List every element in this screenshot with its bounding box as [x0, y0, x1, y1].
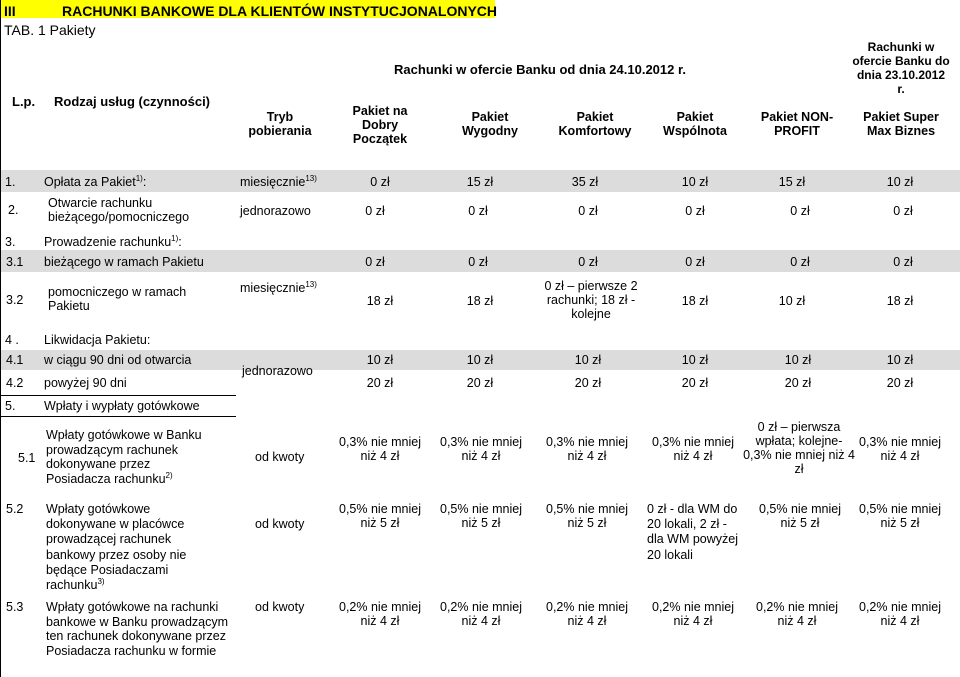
- row-5-number: 5.: [5, 399, 16, 413]
- col-group-title: Rachunki w ofercie Banku od dnia 24.10.2012 r.: [394, 62, 686, 77]
- col-service: Rodzaj usług (czynności): [54, 94, 211, 109]
- row-5-1-value: 0,3% nie mniej niż 4 zł: [652, 435, 734, 463]
- row-5-3-value: 0,2% nie mniej niż 4 zł: [440, 600, 522, 628]
- row-4-1-value: 10 zł: [466, 353, 494, 367]
- row-4-2-value: 20 zł: [784, 376, 812, 390]
- row-3-1-value: 0 zł: [468, 255, 488, 269]
- row-5-1-mode: od kwoty: [255, 450, 305, 464]
- row-3-1-value: 0 zł: [790, 255, 810, 269]
- row-3-1-value: 0 zł: [893, 255, 913, 269]
- row-2-value: 0 zł: [578, 204, 598, 218]
- col-mode: Tryb pobierania: [248, 110, 312, 138]
- col-pakiet-non-profit: Pakiet NON-PROFIT: [760, 110, 834, 138]
- row-4-1-value: 10 zł: [574, 353, 602, 367]
- row-5-3-value: 0,2% nie mniej niż 4 zł: [652, 600, 734, 628]
- row-4-2-value: 20 zł: [366, 376, 394, 390]
- row-2-mode: jednorazowo: [240, 204, 311, 218]
- row-1-value: 0 zł: [370, 175, 390, 189]
- row-1-value: 10 zł: [886, 175, 914, 189]
- row-5-2-value: 0,5% nie mniej niż 5 zł: [759, 502, 841, 530]
- row-5-1-value: 0,3% nie mniej niż 4 zł: [859, 435, 941, 463]
- row-4-1-value: 10 zł: [784, 353, 812, 367]
- row-4-2-value: 20 zł: [681, 376, 709, 390]
- row-2-value: 0 zł: [685, 204, 705, 218]
- row-5-2-value: 0,5% nie mniej niż 5 zł: [859, 502, 941, 530]
- row-4-label: Likwidacja Pakietu:: [44, 333, 151, 347]
- row-5-2-label: Wpłaty gotówkowe dokonywane w placówce prowadzącej rachunek bankowy przez osoby nie będące Posiadaczami rachunku$^{3)}$: [46, 502, 187, 593]
- row-4-1-number: 4.1: [6, 353, 24, 367]
- row-5-3-value: 0,2% nie mniej niż 4 zł: [339, 600, 421, 628]
- row-5-3-value: 0,2% nie mniej niż 4 zł: [859, 600, 941, 628]
- row-3-2-number: 3.2: [6, 293, 24, 307]
- row-5-1-label: Wpłaty gotówkowe w Banku prowadzącym rachunek dokonywane przez Posiadacza rachunku$^{2)}$: [46, 428, 202, 486]
- row-1-number: 1.: [5, 175, 16, 189]
- row-4-2-number: 4.2: [6, 376, 24, 390]
- col-old-offer-title: Rachunki w ofercie Banku do dnia 23.10.2012 r.: [852, 40, 950, 96]
- col-pakiet-wygodny: Pakiet Wygodny: [461, 110, 519, 138]
- row-3-2-value: 18 zł: [886, 294, 914, 308]
- col-pakiet-komfortowy: Pakiet Komfortowy: [558, 110, 632, 138]
- row-1-value: 35 zł: [571, 175, 599, 189]
- row-4-number: 4 .: [5, 333, 19, 347]
- row-3-2-value: 0 zł – pierwsze 2 rachunki; 18 zł - kolejne: [544, 279, 638, 321]
- row-4-2-value: 20 zł: [886, 376, 914, 390]
- row-3-2-value: 18 zł: [681, 294, 709, 308]
- col-pakiet-wspolnota: Pakiet Wspólnota: [663, 110, 727, 138]
- row-4-1-value: 10 zł: [366, 353, 394, 367]
- row-5-2-value: 0,5% nie mniej niż 5 zł: [546, 502, 628, 530]
- left-border: [0, 0, 1, 677]
- row-3-1-value: 0 zł: [365, 255, 385, 269]
- document-title: RACHUNKI BANKOWE DLA KLIENTÓW INSTYTUCJONALONYCH: [62, 3, 498, 19]
- row-2-value: 0 zł: [893, 204, 913, 218]
- row-2-label: Otwarcie rachunku bieżącego/pomocniczego: [48, 196, 190, 224]
- row-5-1-value: 0 zł – pierwsza wpłata; kolejne-0,3% nie mniej niż 4 zł: [743, 420, 855, 476]
- row-2-value: 0 zł: [468, 204, 488, 218]
- row-3-2-label: pomocniczego w ramach Pakietu: [48, 285, 187, 313]
- row-4-1-value: 10 zł: [681, 353, 709, 367]
- row-2-value: 0 zł: [365, 204, 385, 218]
- row-5-2-number: 5.2: [6, 502, 24, 516]
- row-1-label: Opłata za Pakiet$^{1)}$:: [44, 173, 147, 189]
- row-4-1-label: w ciągu 90 dni od otwarcia: [44, 353, 192, 367]
- row-5-1-value: 0,3% nie mniej niż 4 zł: [339, 435, 421, 463]
- row-3-1-number: 3.1: [6, 255, 24, 269]
- row-5-2-value: 0,5% nie mniej niż 5 zł: [440, 502, 522, 530]
- row-5-3-label: Wpłaty gotówkowe na rachunki bankowe w Banku prowadzącym ten rachunek dokonywane przez Posiadacza rachunku w formie: [46, 600, 229, 658]
- row-5-1-value: 0,3% nie mniej niż 4 zł: [546, 435, 628, 463]
- row-2-number: 2.: [8, 203, 19, 217]
- col-pakiet-super-max-biznes: Pakiet Super Max Biznes: [863, 110, 939, 138]
- col-lp: L.p.: [12, 94, 36, 109]
- row-3-2-value: 10 zł: [778, 294, 806, 308]
- row-1-value: 15 zł: [778, 175, 806, 189]
- row-3-label: Prowadzenie rachunku$^{1)}$:: [44, 233, 182, 249]
- row-5-2-mode: od kwoty: [255, 517, 305, 531]
- row-5-1-value: 0,3% nie mniej niż 4 zł: [440, 435, 522, 463]
- row-3-2-value: 18 zł: [366, 294, 394, 308]
- row-5-3-number: 5.3: [6, 600, 24, 614]
- row-3-1-label: bieżącego w ramach Pakietu: [44, 255, 204, 269]
- row-5-3-value: 0,2% nie mniej niż 4 zł: [546, 600, 628, 628]
- table-subtitle: TAB. 1 Pakiety: [4, 22, 96, 38]
- divider-5: [0, 395, 236, 396]
- row-3-2-mode: miesięcznie$^{13)}$: [240, 279, 317, 295]
- row-1-value: 10 zł: [681, 175, 709, 189]
- row-3-2-value: 18 zł: [466, 294, 494, 308]
- row-1-value: 15 zł: [466, 175, 494, 189]
- row-4-1-value: 10 zł: [886, 353, 914, 367]
- row-1-mode: miesięcznie$^{13)}$: [240, 173, 317, 189]
- row-4-2-value: 20 zł: [574, 376, 602, 390]
- row-2-value: 0 zł: [790, 204, 810, 218]
- row-3-number: 3.: [5, 235, 16, 249]
- row-4-2-label: powyżej 90 dni: [44, 376, 127, 390]
- section-number: III: [4, 3, 16, 19]
- row-5-2-value: 0 zł - dla WM do 20 lokali, 2 zł - dla WM powyżej 20 lokali: [647, 502, 738, 562]
- row-3-1-value: 0 zł: [578, 255, 598, 269]
- row-5-3-mode: od kwoty: [255, 600, 305, 614]
- col-pakiet-dobry-poczatek: Pakiet na Dobry Początek: [352, 104, 408, 146]
- row-4-2-value: 20 zł: [466, 376, 494, 390]
- row-5-1-number: 5.1: [18, 451, 36, 465]
- row-5-label: Wpłaty i wypłaty gotówkowe: [44, 399, 200, 413]
- row-3-1-value: 0 zł: [685, 255, 705, 269]
- divider-5-end: [0, 416, 236, 417]
- row-5-2-value: 0,5% nie mniej niż 5 zł: [339, 502, 421, 530]
- row-4-mode: jednorazowo: [242, 364, 313, 378]
- row-5-3-value: 0,2% nie mniej niż 4 zł: [756, 600, 838, 628]
